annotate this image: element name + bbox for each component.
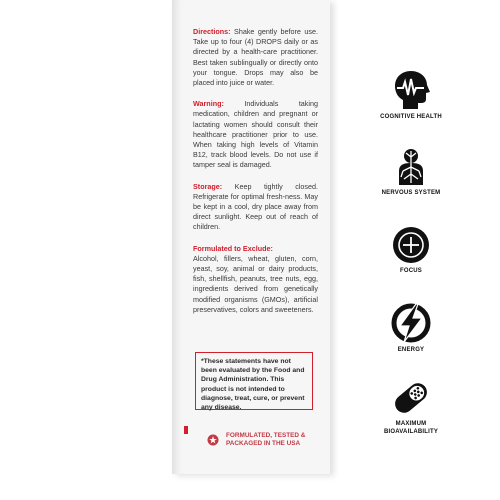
nervous-system-icon bbox=[391, 147, 431, 187]
directions-paragraph bbox=[193, 27, 318, 88]
badge-bioavailability bbox=[361, 378, 461, 436]
badge-bio-label bbox=[361, 421, 461, 436]
badge-nervous-system bbox=[361, 147, 461, 198]
badge-bio-line2: BIOAVAILABILITY bbox=[383, 428, 439, 435]
made-in-usa-text: FORMULATED, TESTED & PACKAGED IN THE USA bbox=[226, 432, 306, 448]
warning-label: Warning: bbox=[193, 99, 224, 109]
badge-cognitive-health bbox=[361, 69, 461, 122]
warning-text: Individuals taking medication, children and pregnant or lactating women should consult their healthcare practitioner prior to use. When taking high levels of Vitamin B12, track blood levels. Do not use if tamper seal is damaged. bbox=[193, 99, 318, 170]
badge-focus bbox=[361, 225, 461, 276]
capsule-icon bbox=[390, 378, 432, 418]
directions-label: Directions: bbox=[193, 27, 231, 36]
badge-energy-label: ENERGY bbox=[397, 347, 425, 353]
badge-bio-line1: MAXIMUM bbox=[395, 421, 427, 427]
storage-text: Keep tightly closed. Refrigerate for optimal fresh-ness. May be kept in a cool, dry place away from direct sunlight. Keep out of reach of children. bbox=[193, 181, 318, 232]
box-edge-shadow bbox=[172, 0, 180, 474]
exclude-text: Alcohol, fillers, wheat, gluten, corn, yeast, soy, animal or dairy products, fish, shellfish, peanuts, tree nuts, egg, ingredients derived from genetically modified organisms (GMOs), artificial preservatives, colors and sweeteners. bbox=[193, 253, 318, 314]
red-edge-mark bbox=[184, 426, 188, 434]
lightning-bolt-icon bbox=[390, 302, 432, 344]
exclude-paragraph bbox=[193, 244, 318, 315]
badge-focus-label: FOCUS bbox=[400, 268, 422, 274]
label-text-panel bbox=[193, 27, 318, 326]
fda-disclaimer-text: *These statements have not been evaluated by the Food and Drug Administration. This product is not intended to diagnose, treat, cure, or prevent any disease. bbox=[201, 358, 305, 412]
badge-energy bbox=[361, 302, 461, 355]
crosshair-icon bbox=[391, 225, 431, 265]
head-pulse-icon bbox=[390, 69, 432, 111]
badge-nervous-label: NERVOUS SYSTEM bbox=[381, 190, 441, 196]
badge-cognitive-label: COGNITIVE HEALTH bbox=[380, 114, 442, 120]
fda-disclaimer-box bbox=[195, 352, 313, 410]
warning-paragraph bbox=[193, 99, 318, 170]
storage-paragraph bbox=[193, 182, 318, 233]
storage-label: Storage: bbox=[193, 181, 223, 191]
usa-star-icon bbox=[207, 433, 219, 445]
exclude-label: Formulated to Exclude: bbox=[193, 243, 273, 253]
directions-text: Shake gently before use. Take up to four (4) DROPS daily or as directed by a health-care practitioner. Best taken sublingually or directly onto your tongue. Drops may also be placed into juice or water. bbox=[193, 27, 318, 88]
